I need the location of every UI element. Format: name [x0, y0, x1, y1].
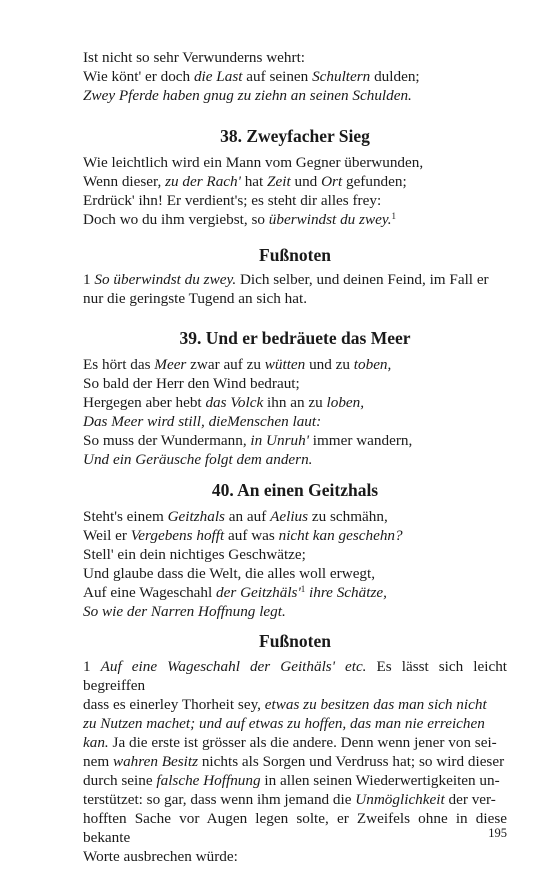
text-span: Und glaube dass die Welt, die alles woll erwegt,: [83, 565, 376, 582]
text-span: auf was: [224, 527, 279, 544]
text-line: [83, 374, 507, 393]
text-line: [83, 657, 507, 695]
footnote-2-text: [83, 657, 507, 866]
text-line: [83, 48, 507, 67]
italic-text: überwindst du zwey.: [268, 211, 392, 228]
text-span: dass es einerley Thorheit sey,: [83, 696, 265, 713]
text-line: [83, 564, 507, 583]
footnote-marker: 1: [391, 211, 397, 221]
text-span: dulden;: [370, 68, 420, 85]
text-span: Worte ausbrechen würde:: [83, 848, 238, 865]
section-38-title: 38. Zweyfacher Sieg: [220, 126, 370, 146]
section-38-poem: [83, 153, 507, 229]
text-line: [83, 67, 507, 86]
italic-text: nicht kan geschehn?: [278, 527, 403, 544]
text-span: der ver-: [444, 791, 496, 808]
text-span: gefunden;: [342, 173, 407, 190]
text-line: [83, 583, 507, 602]
text-span: So bald der Herr den Wind bedraut;: [83, 375, 300, 392]
text-span: Es hört das: [83, 356, 155, 373]
footnotes-2-title: Fußnoten: [259, 631, 331, 651]
italic-text: Geitzhals: [167, 508, 225, 525]
text-span: ihn an zu: [263, 394, 327, 411]
text-span: in allen seinen Wiederwertigkeiten un-: [260, 772, 500, 789]
italic-text: So wie der Narren Hoffnung legt.: [83, 603, 286, 620]
text-span: terstützet: so gar, dass wenn ihm jemand die: [83, 791, 356, 808]
italic-text: in Unruh': [250, 432, 309, 449]
text-line: [83, 153, 507, 172]
text-line: [83, 270, 507, 289]
italic-text: Aelius: [270, 508, 309, 525]
text-span: nur die geringste Tugend an sich hat.: [83, 290, 307, 307]
italic-text: Unmöglichkeit: [355, 791, 445, 808]
text-span: Ja die erste ist grösser als die andere. Denn wenn jener von sei-: [108, 734, 497, 751]
italic-text: Das Meer wird still, dieMenschen laut:: [83, 413, 322, 430]
italic-text: Schultern: [312, 68, 371, 85]
text-span: und: [290, 173, 322, 190]
section-39-title: 39. Und er bedräuete das Meer: [179, 328, 411, 348]
italic-text: loben,: [326, 394, 365, 411]
text-line: [83, 714, 507, 733]
text-span: durch seine: [83, 772, 157, 789]
text-span: zu schmähn,: [308, 508, 388, 525]
text-span: 1: [83, 658, 101, 675]
text-span: nem: [83, 753, 113, 770]
text-line: [83, 393, 507, 412]
section-40-title: 40. An einen Geitzhals: [211, 480, 379, 500]
text-span: Stell' ein dein nichtiges Geschwätze;: [83, 546, 306, 563]
text-span: Wenn dieser,: [83, 173, 166, 190]
text-span: Steht's einem: [83, 508, 168, 525]
text-line: [83, 412, 507, 431]
italic-text: falsche Hoffnung: [156, 772, 261, 789]
italic-text: zu Nutzen machet; und auf etwas zu hoffen, das man nie erreichen: [83, 715, 485, 732]
italic-text: ihre Schätze,: [305, 584, 387, 601]
italic-text: der Geitzhäls': [216, 584, 301, 601]
text-span: Doch wo du ihm vergiebst, so: [83, 211, 269, 228]
italic-text: wahren Besitz: [112, 753, 199, 770]
text-span: hat: [240, 173, 268, 190]
italic-text: So überwindst du zwey.: [94, 271, 237, 288]
italic-text: kan.: [83, 734, 109, 751]
text-line: [83, 790, 507, 809]
italic-text: Auf eine Wageschahl der Geithäls' etc.: [100, 658, 367, 675]
text-span: Dich selber, und deinen Feind, im Fall er: [236, 271, 489, 288]
section-40-poem: [83, 507, 507, 621]
text-line: [83, 602, 507, 621]
text-line: [83, 752, 507, 771]
text-line: [83, 191, 507, 210]
text-span: Wie leichtlich wird ein Mann vom Gegner überwunden,: [83, 154, 424, 171]
footnote-marker: 1: [300, 584, 306, 594]
page-number: 195: [488, 826, 507, 840]
text-span: und zu: [305, 356, 354, 373]
text-line: [83, 289, 507, 308]
text-span: Weil er: [83, 527, 131, 544]
text-line: [83, 450, 507, 469]
italic-text: Zwey Pferde haben gnug zu ziehn an seinen Schulden.: [83, 87, 412, 104]
text-line: [83, 695, 507, 714]
italic-text: Zeit: [267, 173, 291, 190]
text-span: zwar auf zu: [186, 356, 265, 373]
text-span: hofften Sache vor Augen legen solte, er Zweifels ohne in diese bekante: [83, 810, 507, 846]
italic-text: die Last: [193, 68, 243, 85]
italic-text: wütten: [264, 356, 306, 373]
text-line: [83, 210, 507, 229]
text-line: [83, 172, 507, 191]
italic-text: zu der Rach': [165, 173, 241, 190]
text-span: auf seinen: [242, 68, 313, 85]
italic-text: toben,: [353, 356, 392, 373]
text-span: Auf eine Wageschahl: [83, 584, 217, 601]
text-span: immer wandern,: [308, 432, 413, 449]
text-span: Ist nicht so sehr Verwunderns wehrt:: [83, 49, 306, 66]
text-line: [83, 545, 507, 564]
text-line: [83, 86, 507, 105]
italic-text: Ort: [321, 173, 343, 190]
text-span: So muss der Wundermann,: [83, 432, 251, 449]
text-line: [83, 431, 507, 450]
text-span: Es lässt sich leicht begreiffen: [83, 658, 508, 694]
section-39-poem: [83, 355, 507, 469]
text-span: Hergegen aber hebt: [83, 394, 206, 411]
italic-text: Meer: [154, 356, 187, 373]
text-line: [83, 733, 507, 752]
footnote-1-text: [83, 270, 507, 308]
text-line: [83, 507, 507, 526]
text-span: 1: [83, 271, 95, 288]
text-span: Erdrück' ihn! Er verdient's; es steht dir alles frey:: [83, 192, 382, 209]
text-line: [83, 771, 507, 790]
italic-text: Und ein Geräusche folgt dem andern.: [83, 451, 313, 468]
text-line: [83, 526, 507, 545]
italic-text: Vergebens hofft: [130, 527, 225, 544]
text-line: [83, 809, 507, 847]
text-line: [83, 355, 507, 374]
footnotes-1-title: Fußnoten: [259, 245, 331, 265]
text-line: [83, 847, 507, 866]
text-span: Wie könt' er doch: [83, 68, 194, 85]
poem-continuation: [83, 48, 507, 105]
text-span: nichts als Sorgen und Verdruss hat; so wird dieser: [198, 753, 505, 770]
italic-text: etwas zu besitzen das man sich nicht: [264, 696, 487, 713]
text-span: an auf: [224, 508, 271, 525]
italic-text: das Volck: [205, 394, 264, 411]
